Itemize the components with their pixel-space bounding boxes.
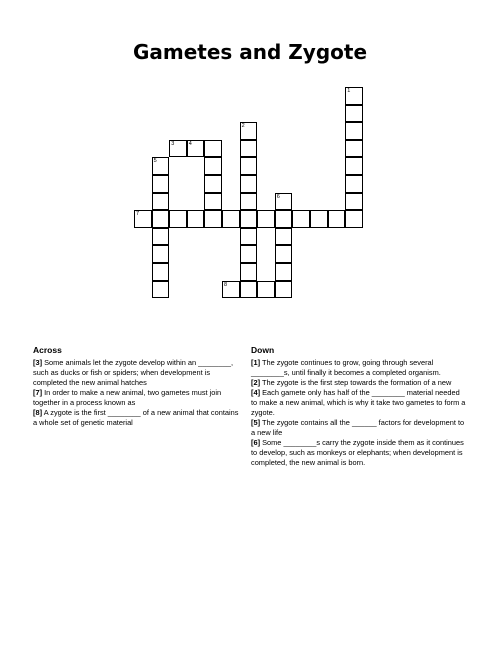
crossword-cell[interactable]: [152, 157, 170, 175]
crossword-cell[interactable]: [328, 210, 346, 228]
crossword-cell[interactable]: [345, 122, 363, 140]
clue-number-label: 8: [224, 281, 228, 288]
crossword-cell[interactable]: [152, 263, 170, 281]
clue-down-4: [251, 388, 467, 418]
clue-text: The zygote continues to grow, going through several ________s, until finally it becomes a completed organism.: [251, 358, 441, 377]
crossword-cell[interactable]: [240, 281, 258, 299]
crossword-cell[interactable]: [240, 228, 258, 246]
clue-down-2: [251, 378, 467, 388]
crossword-cell[interactable]: [240, 245, 258, 263]
crossword-cell[interactable]: [204, 175, 222, 193]
down-clues: [251, 345, 467, 468]
clue-number-label: 3: [171, 140, 175, 147]
clue-number-label: 6: [276, 193, 280, 200]
crossword-cell[interactable]: [275, 210, 293, 228]
crossword-cell[interactable]: [345, 210, 363, 228]
clue-number: [1]: [251, 358, 261, 367]
crossword-cell[interactable]: [275, 281, 293, 299]
clue-text: Some ________s carry the zygote inside them as it continues to develop, such as monkeys or elephants; when development is completed, the new animal is born.: [251, 438, 464, 467]
crossword-cell[interactable]: [152, 281, 170, 299]
crossword-cell[interactable]: [345, 193, 363, 211]
page-title: Gametes and Zygote: [132, 40, 368, 64]
clue-text: Each gamete only has half of the ________ material needed to make a new animal, which is why it take two gametes to form a zygote.: [251, 388, 466, 417]
crossword-cell[interactable]: [275, 193, 293, 211]
across-clues: [33, 345, 243, 428]
clue-number: [4]: [251, 388, 261, 397]
crossword-cell[interactable]: [345, 175, 363, 193]
clue-across-7: [33, 388, 243, 408]
clue-number: [6]: [251, 438, 261, 447]
crossword-cell[interactable]: [240, 140, 258, 158]
across-heading: Across: [33, 345, 62, 355]
crossword-cell[interactable]: [187, 210, 205, 228]
crossword-cell[interactable]: [222, 210, 240, 228]
crossword-cell[interactable]: [345, 105, 363, 123]
clue-number-label: 1: [347, 88, 351, 94]
clue-down-6: [251, 438, 467, 468]
crossword-cell[interactable]: [257, 281, 275, 299]
crossword-cell[interactable]: [240, 122, 258, 140]
clue-number: [2]: [251, 378, 261, 387]
clue-number-label: 2: [241, 123, 245, 130]
clue-number: [8]: [33, 408, 43, 417]
crossword-cell[interactable]: [275, 228, 293, 246]
crossword-cell[interactable]: [152, 193, 170, 211]
crossword-cell[interactable]: [257, 210, 275, 228]
crossword-cell[interactable]: [222, 281, 240, 299]
crossword-cell[interactable]: [204, 140, 222, 158]
crossword-cell[interactable]: [169, 140, 187, 158]
clue-text: A zygote is the first ________ of a new animal that contains a whole set of genetic material: [33, 408, 239, 427]
crossword-cell[interactable]: [169, 210, 187, 228]
clue-number-label: 7: [136, 211, 140, 218]
crossword-cell[interactable]: [310, 210, 328, 228]
crossword-cell[interactable]: [152, 228, 170, 246]
crossword-cell[interactable]: [204, 193, 222, 211]
down-heading: Down: [251, 345, 275, 355]
crossword-cell[interactable]: [187, 140, 205, 158]
crossword-cell[interactable]: [204, 210, 222, 228]
crossword-cell[interactable]: [275, 263, 293, 281]
crossword-cell[interactable]: [240, 193, 258, 211]
clue-number-label: 5: [153, 158, 157, 165]
clue-down-5: [251, 418, 467, 438]
clue-down-1: [251, 358, 467, 378]
clue-text: Some animals let the zygote develop within an ________, such as ducks or fish or spiders; when development is completed the new animal hatches: [33, 358, 234, 387]
crossword-cell[interactable]: [240, 175, 258, 193]
clue-across-3: [33, 358, 243, 388]
crossword-cell[interactable]: [240, 210, 258, 228]
crossword-cell[interactable]: [240, 157, 258, 175]
crossword-cell[interactable]: [345, 140, 363, 158]
crossword-cell[interactable]: [152, 245, 170, 263]
crossword-cell[interactable]: [204, 157, 222, 175]
crossword-cell[interactable]: [240, 263, 258, 281]
clue-text: The zygote contains all the ______ factors for development to a new life: [251, 418, 465, 437]
clue-number-label: 4: [188, 140, 192, 147]
crossword-cell[interactable]: [134, 210, 152, 228]
crossword-cell[interactable]: [152, 175, 170, 193]
clue-across-8: [33, 408, 243, 428]
clue-number: [3]: [33, 358, 43, 367]
crossword-cell[interactable]: [275, 245, 293, 263]
crossword-cell[interactable]: [345, 87, 363, 105]
crossword-cell[interactable]: [152, 210, 170, 228]
clue-number: [7]: [33, 388, 43, 397]
crossword-cell[interactable]: [292, 210, 310, 228]
crossword-cell[interactable]: [345, 157, 363, 175]
clue-text: The zygote is the first step towards the formation of a new: [260, 378, 452, 387]
clue-text: In order to make a new animal, two gametes must join together in a process known as: [33, 388, 222, 407]
clue-number: [5]: [251, 418, 261, 427]
